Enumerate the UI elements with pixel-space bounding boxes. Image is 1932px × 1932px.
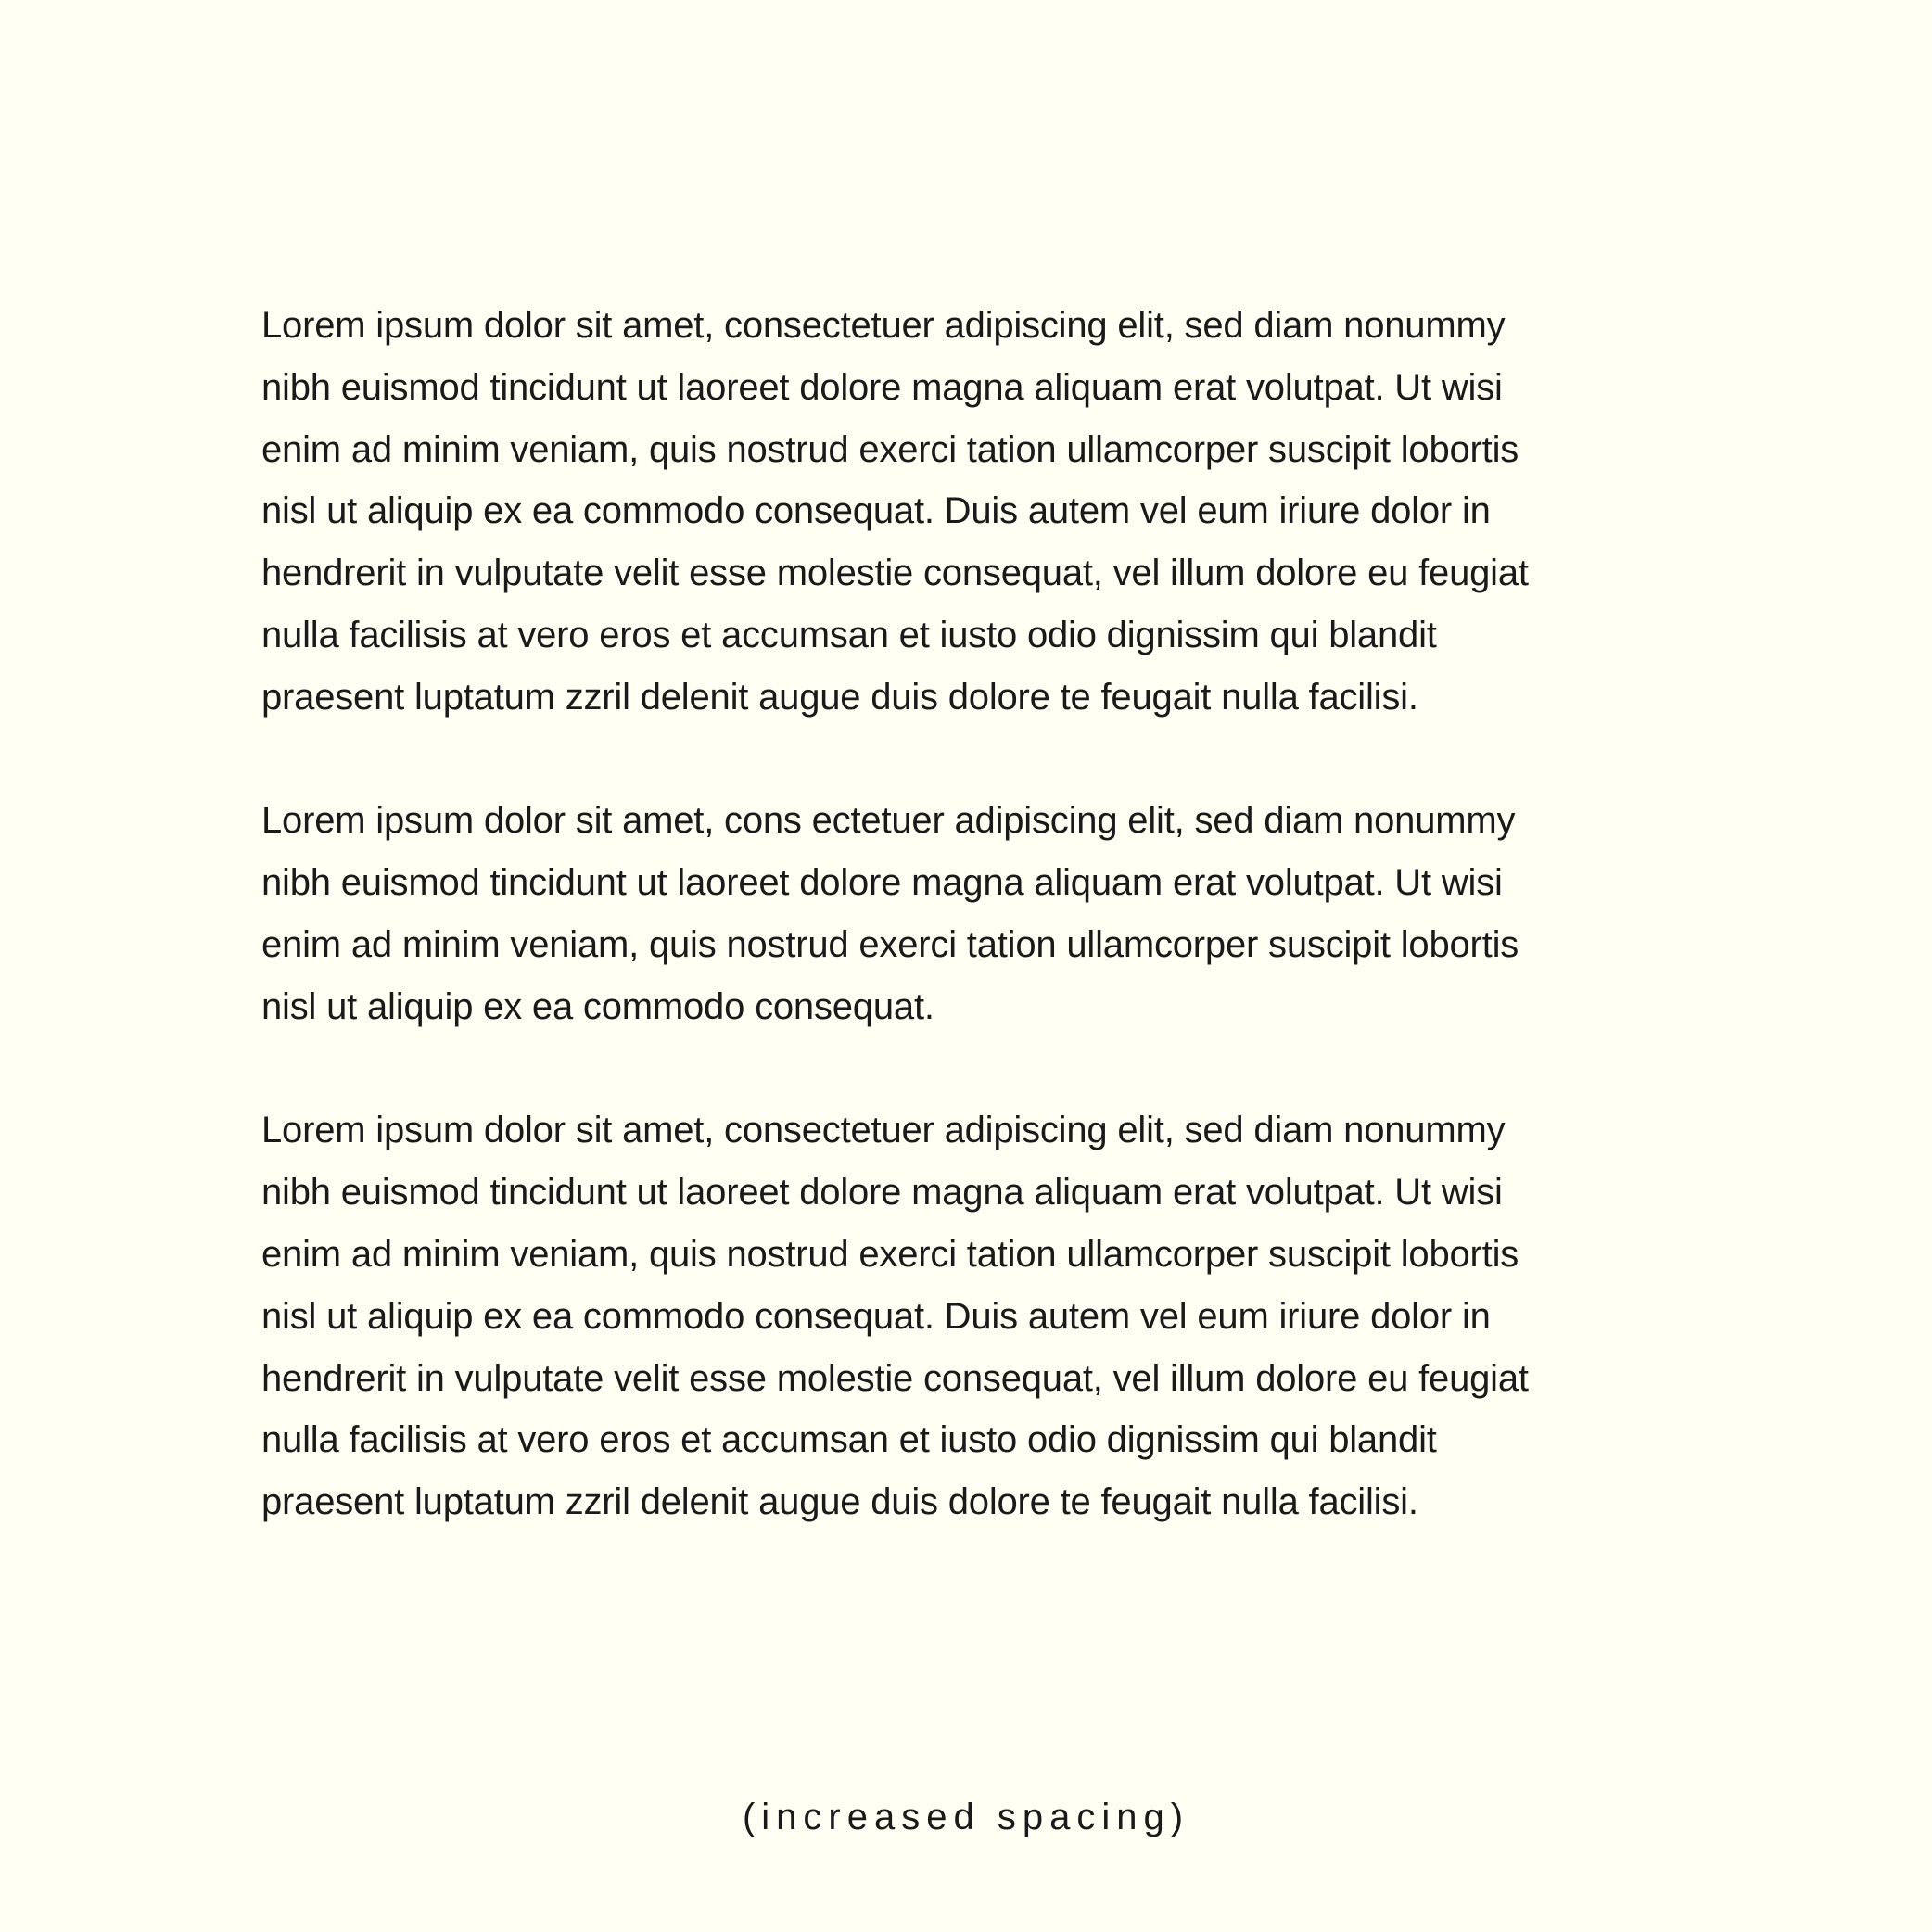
paragraph-line: enim ad minim veniam, quis nostrud exerci tation ullamcorper suscipit lobortis xyxy=(261,923,1519,965)
body-text xyxy=(261,295,1708,1595)
paragraph-line: nisl ut aliquip ex ea commodo consequat. xyxy=(261,985,934,1027)
paragraph-1 xyxy=(261,295,1708,729)
caption: (increased spacing) xyxy=(742,1797,1190,1837)
paragraph-line: nibh euismod tincidunt ut laoreet dolore magna aliquam erat volutpat. Ut wisi xyxy=(261,862,1503,904)
paragraph-2 xyxy=(261,790,1708,1037)
paragraph-line: hendrerit in vulputate velit esse molestie consequat, vel illum dolore eu feugiat xyxy=(261,1357,1529,1399)
paragraph-line: Lorem ipsum dolor sit amet, consectetuer adipiscing elit, sed diam nonummy xyxy=(261,1110,1506,1151)
paragraph-line: praesent luptatum zzril delenit augue duis dolore te feugait nulla facilisi. xyxy=(261,1481,1418,1523)
paragraph-line: nulla facilisis at vero eros et accumsan et iusto odio dignissim qui blandit xyxy=(261,1419,1437,1461)
paragraph-3 xyxy=(261,1099,1708,1533)
paragraph-line: enim ad minim veniam, quis nostrud exerci tation ullamcorper suscipit lobortis xyxy=(261,1233,1519,1275)
paragraph-line: nisl ut aliquip ex ea commodo consequat. Duis autem vel eum iriure dolor in xyxy=(261,490,1491,532)
paragraph-line: nulla facilisis at vero eros et accumsan et iusto odio dignissim qui blandit xyxy=(261,614,1437,655)
paragraph-line: nisl ut aliquip ex ea commodo consequat. Duis autem vel eum iriure dolor in xyxy=(261,1295,1491,1337)
paragraph-line: Lorem ipsum dolor sit amet, consectetuer adipiscing elit, sed diam nonummy xyxy=(261,305,1506,346)
paragraph-line: enim ad minim veniam, quis nostrud exerci tation ullamcorper suscipit lobortis xyxy=(261,428,1519,470)
paragraph-line: Lorem ipsum dolor sit amet, cons ectetuer adipiscing elit, sed diam nonummy xyxy=(261,800,1516,842)
paragraph-line: praesent luptatum zzril delenit augue duis dolore te feugait nulla facilisi. xyxy=(261,676,1418,718)
paragraph-line: nibh euismod tincidunt ut laoreet dolore magna aliquam erat volutpat. Ut wisi xyxy=(261,366,1503,408)
paragraph-line: hendrerit in vulputate velit esse molestie consequat, vel illum dolore eu feugiat xyxy=(261,553,1529,594)
paragraph-line: nibh euismod tincidunt ut laoreet dolore magna aliquam erat volutpat. Ut wisi xyxy=(261,1172,1503,1214)
